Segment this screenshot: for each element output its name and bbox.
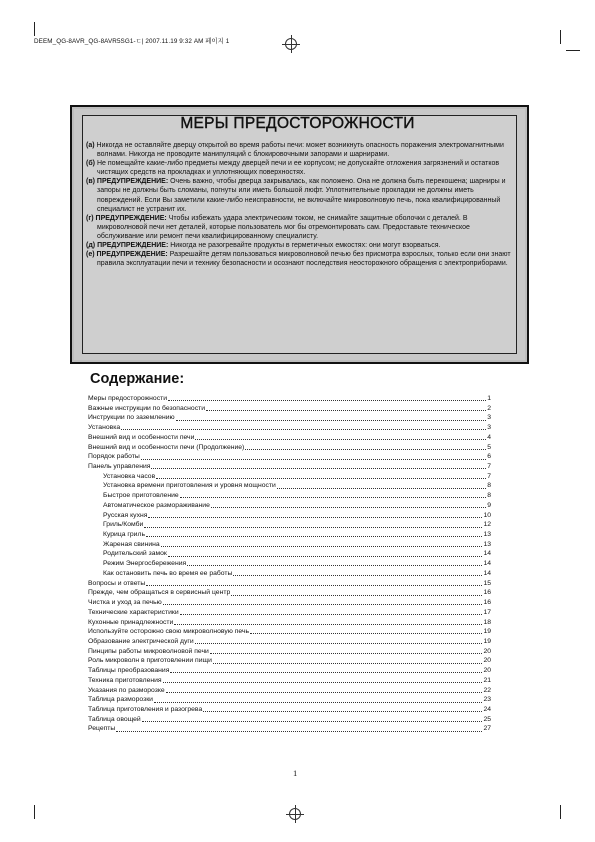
toc-entry [88,491,491,501]
crop-mark-top-right-h [566,50,580,51]
toc-entry-label: Технические характеристики [88,608,179,616]
toc-leader-dots [144,526,482,528]
toc-leader-dots [250,632,482,634]
toc-entry [88,579,491,589]
toc-entry-label: Автоматическое размораживание [103,501,210,509]
warning-list [86,141,511,268]
item-marker: (е) [86,251,95,259]
toc-entry-label: Установка [88,424,121,432]
crop-mark-top-left [34,22,35,36]
toc-leader-dots [180,613,483,615]
item-marker: (д) [86,242,96,250]
toc-entry [88,598,491,608]
toc-entry [88,588,491,598]
item-text: Никогда не оставляйте дверцу открытой во время работы печи: может возникнуть опасность поражения электромагнитными волнами. Никогда не проводите манипуляций с блокировочными запорами и шарнирами. [96,142,504,159]
toc-entry [88,676,491,686]
toc-entry-page: 14 [483,550,491,558]
toc-entry-page: 13 [483,531,491,539]
toc-entry [88,618,491,628]
toc-entry [88,540,491,550]
toc-entry-label: Образование электрической дуги [88,637,194,645]
toc-entry-label: Таблицы преобразования [88,667,170,675]
toc-entry-page: 18 [483,618,491,626]
toc-leader-dots [146,535,482,537]
toc-leader-dots [187,564,482,566]
toc-leader-dots [154,701,482,703]
toc-entry [88,394,491,404]
toc-leader-dots [121,428,486,430]
toc-entry-label: Внешний вид и особенности печи [88,433,195,441]
toc-entry [88,520,491,530]
toc-entry-label: Гриль/Комби [103,521,144,529]
toc-entry-page: 7 [487,463,491,471]
item-text: Никогда не разогревайте продукты в герметичных емкостях: они могут взорваться. [170,242,441,250]
toc-entry-label: Таблица разморозки [88,696,153,704]
toc-entry-page: 5 [487,443,491,451]
toc-leader-dots [211,506,486,508]
toc-entry-page: 24 [483,705,491,713]
item-marker: (г) [86,214,94,222]
toc-entry-label: Используйте осторожно свою микроволновую печь [88,628,250,636]
toc-title: Содержание: [90,371,185,387]
item-text: Очень важно, чтобы дверца закрывалась, как положено. Она не должна быть перекошена; шарниры и запоры не должны быть сломаны, погнуты или иметь большой люфт. Уплотнительные прокладки не должны иметь повреждений. Если Вы заметили какие-либо неисправности, не включайте микроволновую печь, пока квалифицированный специалист не устранит их. [97,178,506,213]
toc-entry-page: 22 [483,686,491,694]
toc-entry-label: Порядок работы [88,453,140,461]
toc-entry-page: 6 [487,453,491,461]
toc-entry [88,627,491,637]
toc-leader-dots [168,555,483,557]
toc-entry-page: 7 [487,472,491,480]
toc-entry-label: Установка времени приготовления и уровня мощности [103,482,276,490]
toc-entry-page: 10 [483,511,491,519]
toc-entry [88,550,491,560]
toc-entry-label: Прежде, чем обращаться в сервисный центр [88,589,231,597]
toc-entry-page: 16 [483,599,491,607]
page-number: 1 [293,768,298,778]
registration-mark-bottom [289,808,301,820]
toc-entry-label: Вопросы и ответы [88,579,146,587]
toc-entry-page: 3 [487,414,491,422]
toc-leader-dots [163,603,483,605]
toc-leader-dots [148,516,482,518]
toc-entry-page: 13 [483,540,491,548]
toc-entry-page: 19 [483,637,491,645]
toc-entry [88,433,491,443]
toc-leader-dots [161,545,483,547]
item-marker: (в) [86,178,95,186]
toc-entry-label: Панель управления [88,463,151,471]
crop-mark-bottom-right [560,805,561,819]
toc-entry [88,511,491,521]
toc-entry [88,686,491,696]
warning-prefix: ПРЕДУПРЕЖДЕНИЕ: [96,178,169,186]
toc-entry [88,501,491,511]
toc-entry-label: Русская кухня [103,511,148,519]
toc-entry-label: Важные инструкции по безопасности [88,404,205,412]
toc-list [88,394,491,734]
toc-entry-page: 8 [487,492,491,500]
toc-entry-page: 20 [483,657,491,665]
toc-entry-label: Меры предосторожности [88,394,167,402]
toc-entry-label: Указания по разморозке [88,686,165,694]
toc-leader-dots [116,730,482,732]
warning-item [86,141,511,159]
toc-entry [88,656,491,666]
warning-item [86,159,511,177]
toc-entry-page: 12 [483,521,491,529]
warning-prefix: ПРЕДУПРЕЖДЕНИЕ: [95,214,167,222]
toc-entry-label: Внешний вид и особенности печи (Продолжение) [88,443,245,451]
toc-entry [88,404,491,414]
toc-leader-dots [210,652,483,654]
toc-entry-page: 8 [487,482,491,490]
toc-entry-page: 25 [483,715,491,723]
toc-entry-page: 15 [483,579,491,587]
toc-entry-page: 21 [483,676,491,684]
item-text: Чтобы избежать удара электрическим током, не снимайте защитные оболочки с деталей. В микроволновой печи нет деталей, которые пользователь мог бы отремонтировать сам. Предоставьте техническое обслуживание или ремонт печи квалифицированному специалисту. [97,214,470,240]
toc-entry-label: Родительский замок [103,550,167,558]
toc-entry [88,724,491,734]
toc-entry [88,452,491,462]
toc-entry-label: Жареная свинина [103,540,160,548]
toc-leader-dots [277,487,486,489]
toc-leader-dots [174,623,482,625]
toc-entry-page: 19 [483,628,491,636]
crop-mark-bottom-left [34,805,35,819]
warning-item [86,177,511,213]
toc-leader-dots [156,477,486,479]
toc-entry [88,705,491,715]
toc-leader-dots [180,496,487,498]
toc-entry-label: Курица гриль [103,531,145,539]
warning-item [86,250,511,268]
toc-leader-dots [146,584,482,586]
toc-entry-label: Пинципы работы микроволновой печи [88,647,209,655]
toc-entry-page: 2 [487,404,491,412]
toc-leader-dots [168,399,486,401]
toc-entry [88,637,491,647]
toc-entry [88,695,491,705]
toc-leader-dots [203,710,482,712]
toc-entry-page: 3 [487,424,491,432]
toc-entry-label: Установка часов [103,472,156,480]
toc-entry [88,423,491,433]
warning-prefix: ПРЕДУПРЕЖДЕНИЕ: [96,251,168,259]
toc-entry [88,569,491,579]
warning-prefix: ПРЕДУПРЕЖДЕНИЕ: [97,242,169,250]
toc-entry [88,559,491,569]
toc-leader-dots [213,662,483,664]
toc-leader-dots [206,409,486,411]
toc-leader-dots [176,419,487,421]
toc-leader-dots [231,594,482,596]
toc-entry-page: 14 [483,569,491,577]
toc-entry-label: Рецепты [88,725,116,733]
registration-mark-top [285,38,297,50]
toc-entry [88,462,491,472]
toc-entry [88,715,491,725]
toc-entry-label: Как остановить печь во время ее работы [103,569,233,577]
toc-entry-page: 16 [483,589,491,597]
toc-entry-label: Инструкции по заземлению [88,414,175,422]
toc-entry-label: Таблица овощей [88,715,141,723]
print-header: DEEM_QG-8AVR_QG-8AVR5SG1-ㄷ| 2007.11.19 9:32 AM 페이지 1 [34,38,230,45]
item-marker: (б) [86,160,95,168]
toc-entry-label: Таблица приготовления и разогрева [88,705,203,713]
toc-leader-dots [245,448,486,450]
toc-leader-dots [170,671,482,673]
toc-leader-dots [141,458,486,460]
warning-item [86,241,511,250]
toc-entry [88,530,491,540]
toc-leader-dots [166,691,483,693]
warning-title: МЕРЫ ПРЕДОСТОРОЖНОСТИ [180,115,415,132]
toc-entry-label: Чистка и уход за печью [88,599,162,607]
warning-item [86,214,511,241]
toc-entry [88,413,491,423]
toc-entry [88,481,491,491]
toc-leader-dots [233,574,482,576]
toc-entry-page: 4 [487,433,491,441]
toc-entry-page: 23 [483,696,491,704]
toc-entry-label: Быстрое приготовление [103,492,179,500]
toc-entry [88,608,491,618]
toc-leader-dots [163,681,483,683]
item-text: Разрешайте детям пользоваться микроволновой печью без присмотра взрослых, только если они знают правила эксплуатации печи и технику безопасности и осознают последствия неосторожного обращения с электроприборами. [97,251,511,268]
toc-entry-page: 14 [483,560,491,568]
toc-entry-label: Режим Энергосбережения [103,560,187,568]
toc-leader-dots [195,642,483,644]
toc-entry-label: Кухонные принадлежности [88,618,174,626]
toc-leader-dots [142,720,483,722]
toc-entry-page: 27 [483,725,491,733]
item-marker: (a) [86,142,95,149]
toc-entry [88,666,491,676]
toc-entry [88,472,491,482]
crop-mark-top-right [560,30,561,44]
toc-entry-page: 17 [483,608,491,616]
toc-entry [88,443,491,453]
toc-entry-page: 20 [483,647,491,655]
toc-entry-label: Техника приготовления [88,676,162,684]
toc-entry-label: Роль микроволн в приготовлении пищи [88,657,212,665]
toc-entry-page: 20 [483,667,491,675]
toc-entry-page: 1 [487,394,491,402]
toc-entry-page: 9 [487,501,491,509]
toc-leader-dots [195,438,486,440]
item-text: Не помещайте какие-либо предметы между дверцей печи и ее корпусом; не допускайте отложения загрязнений и остатков чистящих средств на прокладках и уплотняющих поверхностях. [96,160,500,177]
toc-entry [88,647,491,657]
toc-leader-dots [151,467,486,469]
